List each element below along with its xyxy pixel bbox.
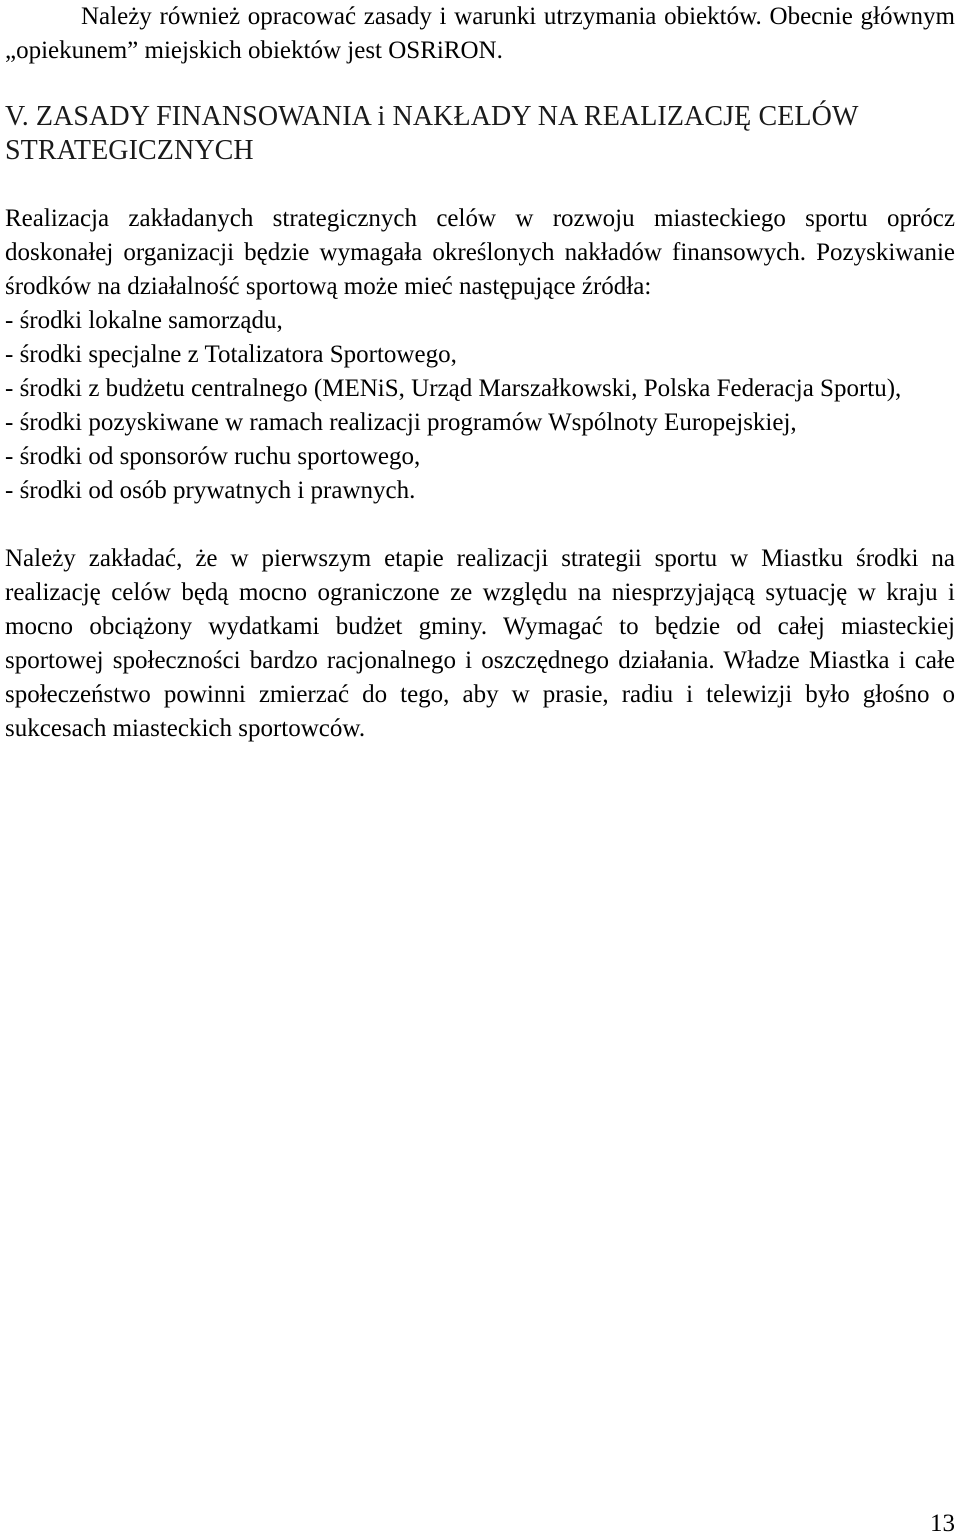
section-heading: V. ZASADY FINANSOWANIA i NAKŁADY NA REALIZACJĘ CELÓW STRATEGICZNYCH bbox=[5, 101, 858, 166]
intro-paragraph: Należy również opracować zasady i warunki utrzymania obiektów. Obecnie głównym „opiekunem” miejskich obiektów jest OSRiRON. bbox=[5, 3, 955, 64]
assumptions-paragraph: Należy zakładać, że w pierwszym etapie realizacji strategii sportu w Miastku środki na realizację celów będą mocno ograniczone ze względu na niesprzyjającą sytuację w kraju i mocno obciążony wydatkami budżet gminy. Wymagać to będzie od całej miasteckiej sportowej społeczności bardzo racjonalnego i oszczędnego działania. Władze Miastka i całe społeczeństwo powinni zmierzać do tego, aby w prasie, radiu i telewizji było głośno o sukcesach miasteckich sportowców. bbox=[5, 545, 955, 742]
spacer bbox=[5, 508, 955, 542]
list-item: - środki lokalne samorządu, bbox=[5, 307, 283, 334]
funding-sources-list bbox=[5, 304, 955, 508]
list-item: - środki z budżetu centralnego (MENiS, Urząd Marszałkowski, Polska Federacja Sportu), bbox=[5, 375, 902, 402]
document-page bbox=[5, 0, 955, 746]
list-item: - środki od sponsorów ruchu sportowego, bbox=[5, 443, 421, 470]
list-item: - środki specjalne z Totalizatora Sportowego, bbox=[5, 341, 457, 368]
spacer bbox=[5, 168, 955, 202]
list-item: - środki pozyskiwane w ramach realizacji programów Wspólnoty Europejskiej, bbox=[5, 409, 797, 436]
list-item: - środki od osób prywatnych i prawnych. bbox=[5, 477, 416, 504]
page-number: 13 bbox=[930, 1510, 955, 1537]
spacer bbox=[5, 68, 955, 100]
financing-paragraph: Realizacja zakładanych strategicznych celów w rozwoju miasteckiego sportu oprócz doskonałej organizacji będzie wymagała określonych nakładów finansowych. Pozyskiwanie środków na działalność sportową może mieć następujące źródła: bbox=[5, 205, 955, 300]
